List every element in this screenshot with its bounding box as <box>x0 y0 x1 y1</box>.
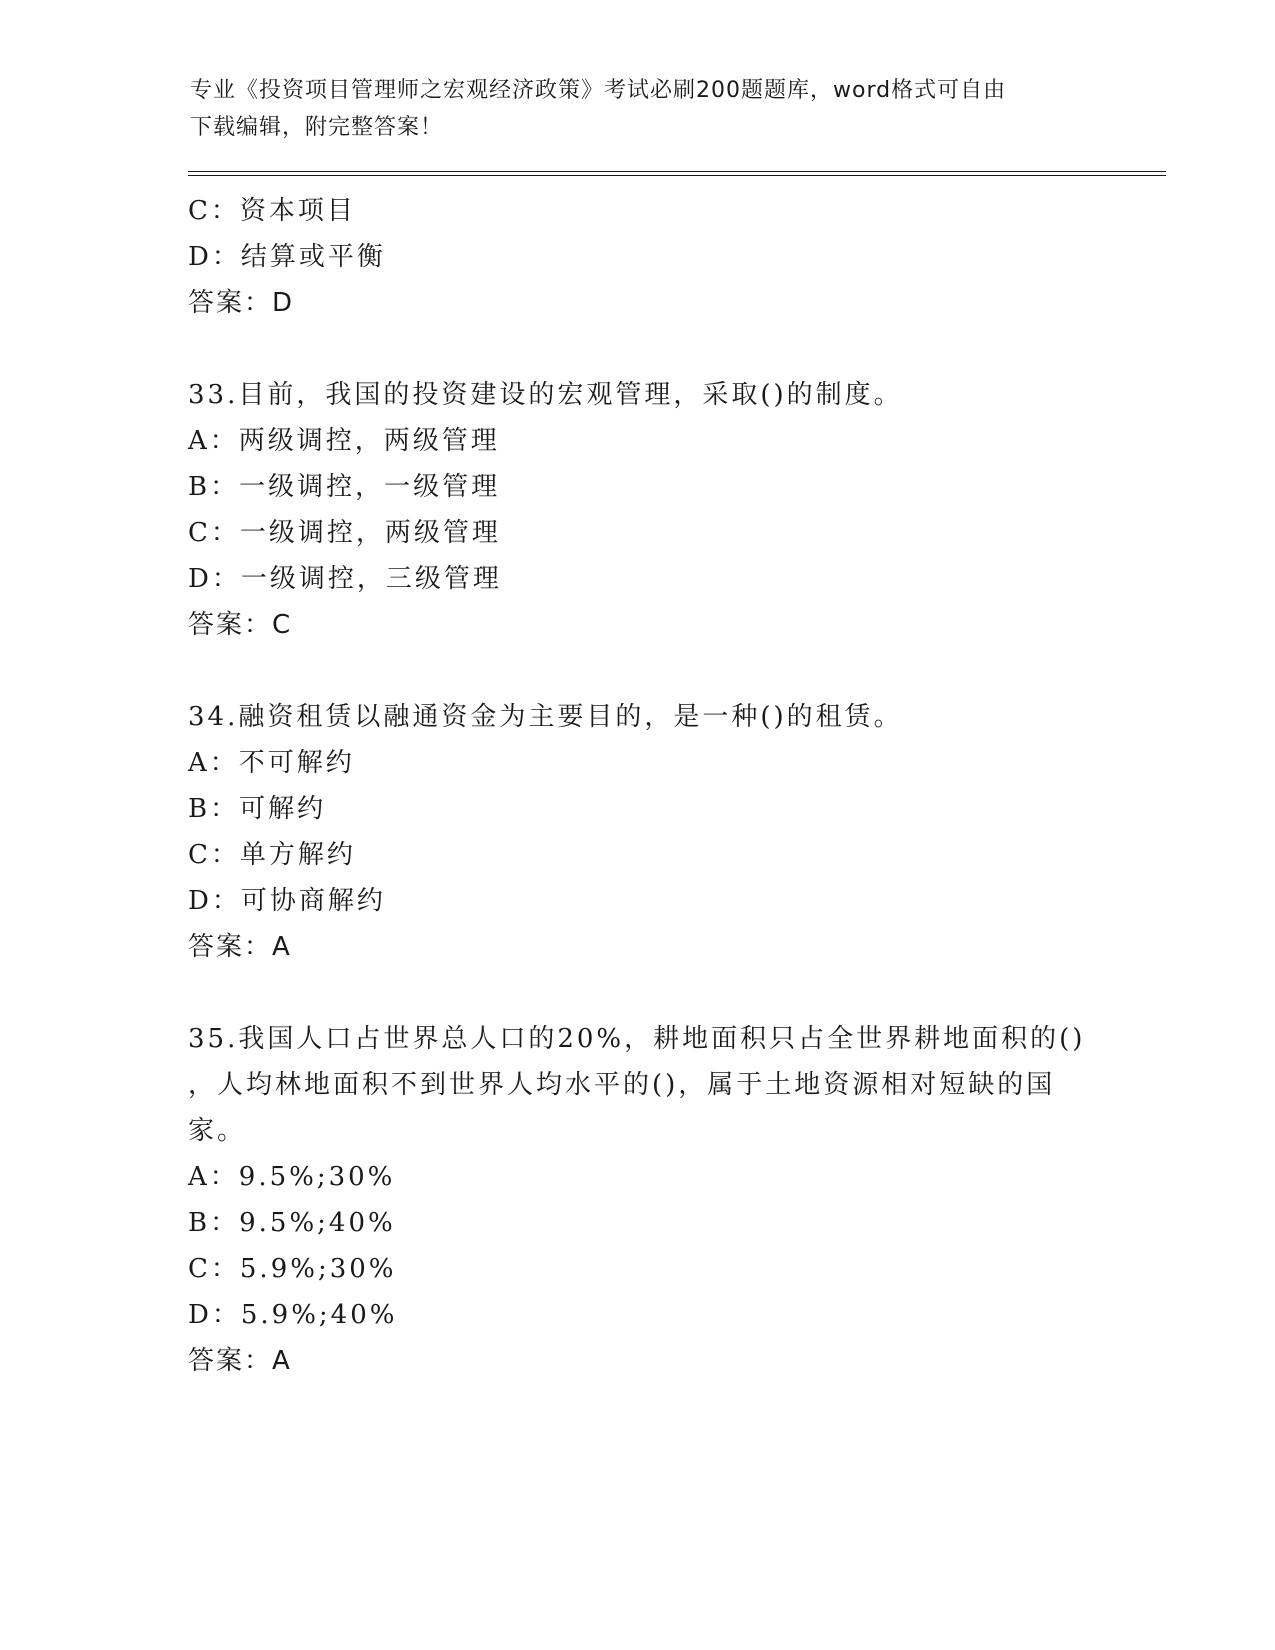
question-34 <box>188 694 1088 970</box>
header-line-1: 专业《投资项目管理师之宏观经济政策》考试必刷200题题库，word格式可自由 <box>190 78 1007 103</box>
question-33 <box>188 372 1088 648</box>
option-d: D：结算或平衡 <box>188 242 386 272</box>
option-c: C：5.9%;30% <box>188 1254 397 1284</box>
document-header <box>190 72 1080 146</box>
question-title-line-3: 家。 <box>188 1116 247 1146</box>
option-b: B：可解约 <box>188 794 327 824</box>
option-a: A：两级调控，两级管理 <box>188 426 500 456</box>
header-rule-top <box>188 171 1166 172</box>
answer-line: 答案：A <box>188 932 292 962</box>
question-title: 33.目前，我国的投资建设的宏观管理，采取()的制度。 <box>188 380 903 410</box>
previous-question-tail <box>188 188 1088 326</box>
question-title-line-1: 35.我国人口占世界总人口的20%，耕地面积只占全世界耕地面积的() <box>188 1024 1086 1054</box>
question-title-line-2: ，人均林地面积不到世界人均水平的()，属于土地资源相对短缺的国 <box>188 1070 1056 1100</box>
answer-line: 答案：A <box>188 1346 292 1376</box>
question-35 <box>188 1016 1088 1384</box>
option-b: B：9.5%;40% <box>188 1208 396 1238</box>
option-c: C：一级调控，两级管理 <box>188 518 501 548</box>
option-b: B：一级调控，一级管理 <box>188 472 501 502</box>
option-c: C：单方解约 <box>188 840 356 870</box>
answer-line: 答案：C <box>188 610 293 640</box>
option-a: A：9.5%;30% <box>188 1162 396 1192</box>
answer-line: 答案：D <box>188 288 295 318</box>
header-rule-bottom <box>188 175 1166 176</box>
header-line-2: 下载编辑，附完整答案！ <box>190 115 444 140</box>
question-title: 34.融资租赁以融通资金为主要目的，是一种()的租赁。 <box>188 702 903 732</box>
option-d: D：5.9%;40% <box>188 1300 398 1330</box>
option-d: D：可协商解约 <box>188 886 386 916</box>
option-a: A：不可解约 <box>188 748 355 778</box>
option-d: D：一级调控，三级管理 <box>188 564 502 594</box>
question-content <box>188 188 1088 1384</box>
option-c: C：资本项目 <box>188 196 356 226</box>
